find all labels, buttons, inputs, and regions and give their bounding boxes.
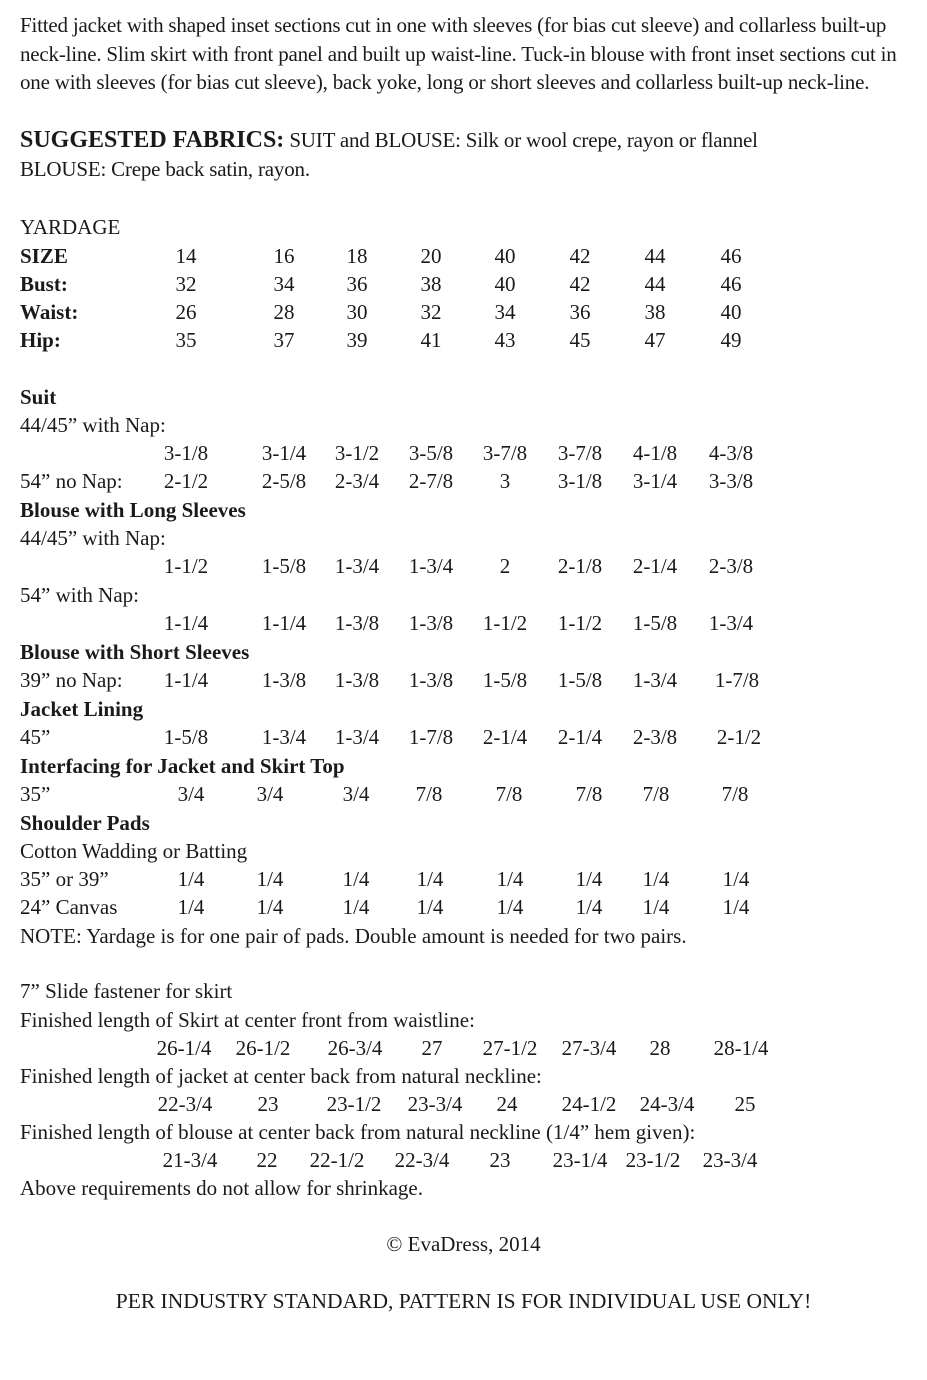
value-cell: 1-7/8 [714, 668, 760, 692]
row-label: 39” no Nap: [20, 668, 123, 692]
value-cell: 1-1/4 [163, 668, 209, 692]
value-cell: 23-1/4 [552, 1148, 608, 1172]
value-cell: 2-1/4 [632, 554, 678, 578]
value-cell: 42 [569, 244, 591, 268]
value-cell: 25 [734, 1092, 756, 1116]
value-cell: 32 [420, 300, 442, 324]
value-cell: 2-1/2 [716, 725, 762, 749]
value-cell: 28 [273, 300, 295, 324]
value-cell: 3-1/2 [334, 441, 380, 465]
value-cell: 2-3/4 [334, 469, 380, 493]
section-heading-blouse-short: Blouse with Short Sleeves [20, 640, 250, 664]
value-cell: 27-3/4 [561, 1036, 617, 1060]
value-cell: 38 [644, 300, 666, 324]
value-cell: 22 [256, 1148, 278, 1172]
row-label: 35” or 39” [20, 867, 109, 891]
value-cell: 27 [421, 1036, 443, 1060]
value-cell: 28 [649, 1036, 671, 1060]
value-cell: 1-3/8 [334, 611, 380, 635]
shoulder-pads-subheading: Cotton Wadding or Batting [20, 839, 248, 863]
value-cell: 2-1/4 [557, 725, 603, 749]
value-cell: 24-3/4 [639, 1092, 695, 1116]
value-cell: 40 [720, 300, 742, 324]
value-cell: 26-1/4 [156, 1036, 212, 1060]
value-cell: 26-1/2 [235, 1036, 291, 1060]
row-label: 45” [20, 725, 51, 749]
value-cell: 4-3/8 [708, 441, 754, 465]
value-cell: 1-3/8 [261, 668, 307, 692]
value-cell: 1/4 [642, 895, 670, 919]
value-cell: 1/4 [722, 867, 750, 891]
value-cell: 20 [420, 244, 442, 268]
value-cell: 37 [273, 328, 295, 352]
value-cell: 1/4 [575, 867, 603, 891]
value-cell: 1/4 [342, 867, 370, 891]
measurement-row-waist [0, 298, 927, 326]
value-cell: 2-1/2 [163, 469, 209, 493]
value-cell: 2-1/4 [482, 725, 528, 749]
value-cell: 3-5/8 [408, 441, 454, 465]
garment-description: Fitted jacket with shaped inset sections cut in one with sleeves (for bias cut sleeve) and collarless built-up neck-line. Slim skirt with front panel and built up waist-line. Tuck-in blouse with front inset sections cut in one with sleeves (for bias cut sleeve), back yoke, long or short sleeves and collarless built-up neck-line. [20, 13, 897, 94]
value-cell: 40 [494, 244, 516, 268]
value-cell: 3-7/8 [557, 441, 603, 465]
row-label: 54” with Nap: [20, 583, 139, 607]
value-cell: 1-5/8 [163, 725, 209, 749]
value-cell: 34 [273, 272, 295, 296]
measurement-row-hip [0, 326, 927, 354]
jacket-length-label: Finished length of jacket at center back from natural neckline: [20, 1064, 542, 1088]
row-label: Bust: [20, 272, 68, 296]
value-cell: 2-5/8 [261, 469, 307, 493]
value-cell: 42 [569, 272, 591, 296]
finished-length-row-skirt [0, 1034, 927, 1062]
finished-length-row-jacket [0, 1090, 927, 1118]
value-cell: 1/4 [256, 895, 284, 919]
section-heading-blouse-long: Blouse with Long Sleeves [20, 498, 246, 522]
row-label: Waist: [20, 300, 79, 324]
value-cell: 1/4 [342, 895, 370, 919]
value-cell: 1-1/2 [163, 554, 209, 578]
value-cell: 45 [569, 328, 591, 352]
value-cell: 7/8 [575, 782, 603, 806]
value-cell: 1-1/2 [557, 611, 603, 635]
value-cell: 32 [175, 272, 197, 296]
row-label: 35” [20, 782, 51, 806]
value-cell: 36 [346, 272, 368, 296]
yardage-row-shoulder-pads-wadding [0, 865, 927, 893]
value-cell: 7/8 [495, 782, 523, 806]
value-cell: 1-5/8 [557, 668, 603, 692]
row-label: 44/45” with Nap: [20, 526, 166, 550]
value-cell: 21-3/4 [162, 1148, 218, 1172]
value-cell: 1-1/4 [163, 611, 209, 635]
value-cell: 3 [499, 469, 511, 493]
row-label: Hip: [20, 328, 61, 352]
finished-length-row-blouse [0, 1146, 927, 1174]
value-cell: 23-1/2 [625, 1148, 681, 1172]
value-cell: 3-1/8 [163, 441, 209, 465]
value-cell: 1-3/4 [334, 725, 380, 749]
suggested-fabrics [20, 126, 920, 183]
measurement-row-size [0, 242, 927, 270]
value-cell: 1-1/2 [482, 611, 528, 635]
value-cell: 2-1/8 [557, 554, 603, 578]
value-cell: 3-1/4 [632, 469, 678, 493]
yardage-row-blouse-long-54 [0, 609, 927, 637]
fabrics-suit-blouse: SUIT and BLOUSE: Silk or wool crepe, rayon or flannel [284, 128, 758, 152]
yardage-row-suit-nap [0, 439, 927, 467]
section-heading-suit: Suit [20, 385, 57, 409]
value-cell: 1-3/4 [408, 554, 454, 578]
value-cell: 14 [175, 244, 197, 268]
value-cell: 24-1/2 [561, 1092, 617, 1116]
value-cell: 30 [346, 300, 368, 324]
yardage-row-suit-nonap [0, 467, 927, 495]
section-heading-shoulder-pads: Shoulder Pads [20, 811, 150, 835]
fabrics-heading: SUGGESTED FABRICS: [20, 127, 285, 153]
measurement-row-bust [0, 270, 927, 298]
row-label: 44/45” with Nap: [20, 413, 166, 437]
value-cell: 26-3/4 [327, 1036, 383, 1060]
value-cell: 22-3/4 [157, 1092, 213, 1116]
value-cell: 1/4 [416, 867, 444, 891]
value-cell: 43 [494, 328, 516, 352]
fabrics-blouse: BLOUSE: Crepe back satin, rayon. [20, 156, 310, 181]
value-cell: 18 [346, 244, 368, 268]
value-cell: 3-3/8 [708, 469, 754, 493]
yardage-row-jacket-lining [0, 723, 927, 751]
value-cell: 1/4 [722, 895, 750, 919]
value-cell: 1-5/8 [482, 668, 528, 692]
value-cell: 1-3/8 [334, 668, 380, 692]
value-cell: 23-1/2 [326, 1092, 382, 1116]
value-cell: 40 [494, 272, 516, 296]
value-cell: 3/4 [342, 782, 370, 806]
section-heading-jacket-lining: Jacket Lining [20, 697, 144, 721]
value-cell: 3-7/8 [482, 441, 528, 465]
value-cell: 7/8 [642, 782, 670, 806]
copyright-notice: © EvaDress, 2014 [386, 1232, 541, 1256]
value-cell: 39 [346, 328, 368, 352]
value-cell: 7/8 [415, 782, 443, 806]
value-cell: 1-3/4 [708, 611, 754, 635]
value-cell: 1-3/4 [632, 668, 678, 692]
value-cell: 1/4 [177, 895, 205, 919]
value-cell: 7/8 [721, 782, 749, 806]
value-cell: 49 [720, 328, 742, 352]
value-cell: 3-1/8 [557, 469, 603, 493]
value-cell: 38 [420, 272, 442, 296]
slide-fastener-note: 7” Slide fastener for skirt [20, 979, 233, 1003]
value-cell: 44 [644, 244, 666, 268]
value-cell: 2-3/8 [632, 725, 678, 749]
blouse-length-label: Finished length of blouse at center back from natural neckline (1/4” hem given): [20, 1120, 696, 1144]
usage-disclaimer: PER INDUSTRY STANDARD, PATTERN IS FOR INDIVIDUAL USE ONLY! [115, 1289, 812, 1313]
value-cell: 22-3/4 [394, 1148, 450, 1172]
skirt-length-label: Finished length of Skirt at center front from waistline: [20, 1008, 475, 1032]
value-cell: 34 [494, 300, 516, 324]
value-cell: 22-1/2 [309, 1148, 365, 1172]
value-cell: 1/4 [416, 895, 444, 919]
value-cell: 2-3/8 [708, 554, 754, 578]
shoulder-pads-note: NOTE: Yardage is for one pair of pads. Double amount is needed for two pairs. [20, 924, 687, 948]
value-cell: 27-1/2 [482, 1036, 538, 1060]
value-cell: 47 [644, 328, 666, 352]
value-cell: 3/4 [177, 782, 205, 806]
value-cell: 1/4 [642, 867, 670, 891]
shrinkage-note: Above requirements do not allow for shrinkage. [20, 1176, 423, 1200]
value-cell: 3-1/4 [261, 441, 307, 465]
value-cell: 28-1/4 [713, 1036, 769, 1060]
value-cell: 46 [720, 272, 742, 296]
value-cell: 23-3/4 [407, 1092, 463, 1116]
value-cell: 1/4 [177, 867, 205, 891]
value-cell: 1-3/4 [334, 554, 380, 578]
value-cell: 35 [175, 328, 197, 352]
value-cell: 41 [420, 328, 442, 352]
value-cell: 24 [496, 1092, 518, 1116]
value-cell: 1/4 [256, 867, 284, 891]
value-cell: 2-7/8 [408, 469, 454, 493]
value-cell: 16 [273, 244, 295, 268]
value-cell: 1-1/4 [261, 611, 307, 635]
value-cell: 3/4 [256, 782, 284, 806]
value-cell: 44 [644, 272, 666, 296]
yardage-row-interfacing [0, 780, 927, 808]
value-cell: 1-5/8 [261, 554, 307, 578]
yardage-row-blouse-short [0, 666, 927, 694]
row-label: SIZE [20, 244, 68, 268]
value-cell: 1/4 [496, 867, 524, 891]
value-cell: 46 [720, 244, 742, 268]
value-cell: 1-3/4 [261, 725, 307, 749]
row-label: 24” Canvas [20, 895, 118, 919]
value-cell: 2 [499, 554, 511, 578]
section-heading-interfacing: Interfacing for Jacket and Skirt Top [20, 754, 345, 778]
value-cell: 36 [569, 300, 591, 324]
value-cell: 1-3/8 [408, 611, 454, 635]
value-cell: 23 [257, 1092, 279, 1116]
value-cell: 4-1/8 [632, 441, 678, 465]
value-cell: 1/4 [575, 895, 603, 919]
value-cell: 1-5/8 [632, 611, 678, 635]
yardage-row-blouse-long-45 [0, 552, 927, 580]
value-cell: 1-3/8 [408, 668, 454, 692]
value-cell: 26 [175, 300, 197, 324]
yardage-row-shoulder-pads-canvas [0, 893, 927, 921]
value-cell: 23-3/4 [702, 1148, 758, 1172]
value-cell: 23 [489, 1148, 511, 1172]
row-label: 54” no Nap: [20, 469, 123, 493]
yardage-title: YARDAGE [20, 215, 121, 239]
value-cell: 1-7/8 [408, 725, 454, 749]
value-cell: 1/4 [496, 895, 524, 919]
